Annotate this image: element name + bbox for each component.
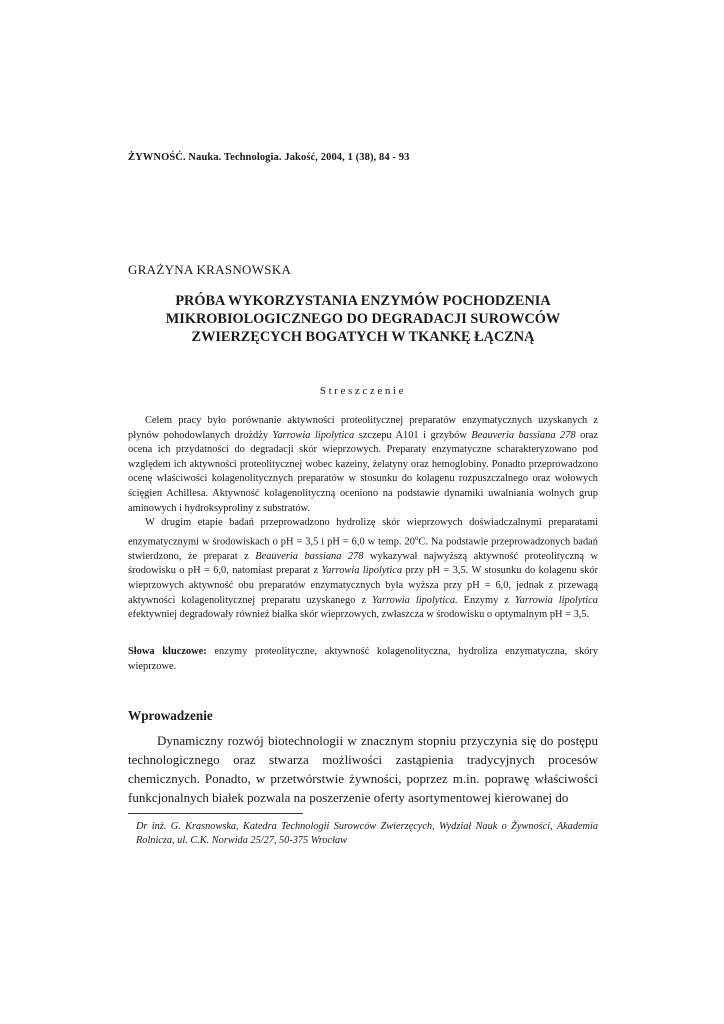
keywords-label: Słowa kluczowe: bbox=[128, 646, 207, 657]
paper-title bbox=[128, 292, 598, 346]
abstract-paragraph-1: Celem pracy było porównanie aktywności proteolitycznej preparatów enzymatycznych uzyskanych z płynów pohodowlanych drożdży Yarrowia lipolytica szczepu A101 i grzybów Beauveria bassiana 278 oraz ocena ich przydatności do degradacji skór wieprzowych. Preparaty enzymatyczne scharakteryzowano pod względem ich aktywności proteolitycznej wobec kazeiny, żelatyny oraz hemoglobiny. Ponadto przeprowadzono ocenę właściwości kolagenolitycznych preparatów w stosunku do kolagenu rozpuszczalnego oraz wołowych ścięgien Achillesa. Aktywność kolagenolityczną oceniono na podstawie dynamiki uwalniania wolnych grup aminowych i hydroksyproliny z substratów. bbox=[128, 415, 598, 514]
keywords-text: enzymy proteolityczne, aktywność kolagenolityczna, hydroliza enzymatyczna, skóry wieprzowe. bbox=[128, 646, 598, 672]
abstract-heading: Streszczenie bbox=[319, 385, 407, 397]
title-line-3: ZWIERZĘCYCH BOGATYCH W TKANKĘ ŁĄCZNĄ bbox=[191, 329, 535, 345]
author-name: GRAŻYNA KRASNOWSKA bbox=[128, 262, 292, 277]
abstract-paragraph-2: W drugim etapie badań przeprowadzono hydrolizę skór wieprzowych doświadczalnymi preparatami enzymatycznymi w środowiskach o pH = 3,5 i pH = 6,0 w temp. 20$^o$C. Na podstawie przeprowadzonych badań stwierdzono, że preparat z Beauveria bassiana 278 wykazywał najwyższą aktywność proteolityczną w środowisku o pH = 6,0, natomiast preparat z Yarrowia lipolytica przy pH = 3,5. W stosunku do kolagenu skór wieprzowych aktywność obu preparatów enzymatycznych była wyższa przy pH = 6,0, jednak z przewagą aktywności kolagenolitycznej preparatu uzyskanego z Yarrowia lipolytica. Enzymy z Yarrowia lipolytica efektywniej degradowały również białka skór wieprzowych, zwłaszcza w środowisku o optymalnym pH = 3,5. bbox=[128, 517, 598, 621]
footnote-divider bbox=[128, 813, 303, 814]
species-name: Beauveria bassiana 278 bbox=[471, 429, 576, 441]
title-line-2: MIKROBIOLOGICZNEGO DO DEGRADACJI SUROWCÓW bbox=[165, 311, 561, 327]
author-affiliation-footnote: Dr inż. G. Krasnowska, Katedra Technologii Surowców Zwierzęcych, Wydział Nauk o Żywności, Akademia Rolnicza, ul. C.K. Norwida 25/27, 50-375 Wrocław bbox=[136, 821, 598, 847]
introduction-text bbox=[128, 731, 598, 807]
intro-paragraph: Dynamiczny rozwój biotechnologii w znacznym stopniu przyczynia się do postępu technologicznego oraz stwarza możliwości zastąpienia tradycyjnych procesów chemicznych. Ponadto, w przetwórstwie żywności, poprzez m.in. poprawę właściwości funkcjonalnych białek pozwala na poszerzenie oferty asortymentowej kierowanej do bbox=[128, 733, 598, 805]
abstract bbox=[128, 414, 598, 623]
species-name: Yarrowia lipolytica. bbox=[371, 594, 458, 606]
species-name: Yarrowia lipolytica bbox=[321, 565, 403, 577]
section-heading: Wprowadzenie bbox=[128, 708, 213, 723]
keywords bbox=[128, 645, 598, 674]
degree-superscript: o bbox=[414, 533, 419, 542]
journal-citation: ŻYWNOŚĆ. Nauka. Technologia. Jakość, 2004, 1 (38), 84 - 93 bbox=[128, 152, 410, 163]
species-name: Yarrowia lipolytica bbox=[272, 429, 355, 441]
title-line-1: PRÓBA WYKORZYSTANIA ENZYMÓW POCHODZENIA bbox=[175, 293, 551, 309]
species-name: Beauveria bassiana 278 bbox=[255, 550, 364, 562]
species-name: Yarrowia lipolytica bbox=[514, 594, 598, 606]
